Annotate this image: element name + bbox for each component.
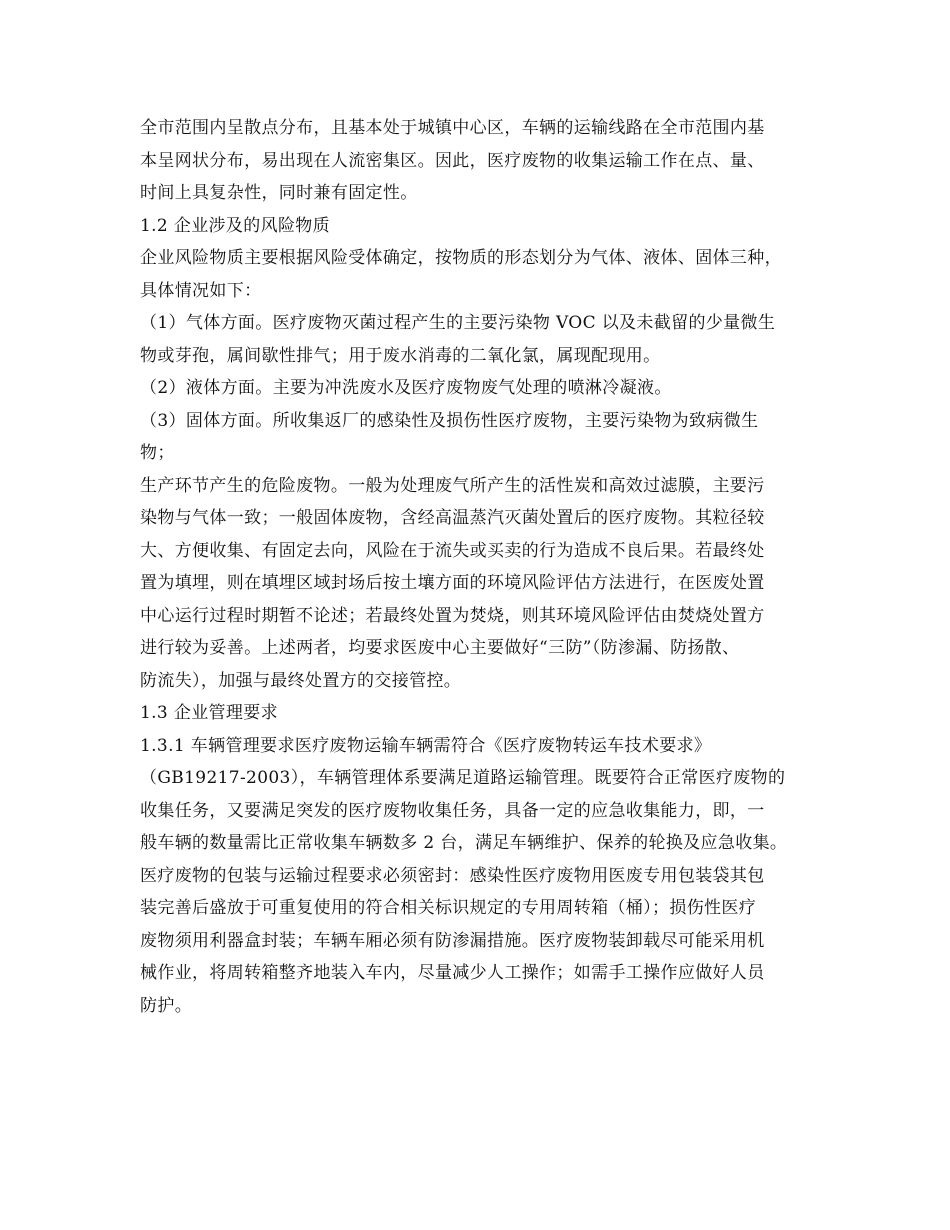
paragraph-line: 企业风险物质主要根据风险受体确定，按物质的形态划分为气体、液体、固体三种， [140, 248, 782, 268]
list-item-line: （3）固体方面。所收集返厂的感染性及损伤性医疗废物，主要污染物为致病微生 [140, 410, 759, 431]
subsection-line: 1.3.1 车辆管理要求医疗废物运输车辆需符合《医疗废物转运车技术要求》 [140, 735, 712, 756]
paragraph-line: 中心运行过程时期暂不论述；若最终处置为焚烧，则其环境风险评估由焚烧处置方 [140, 605, 765, 626]
section-heading: 1.2 企业涉及的风险物质 [140, 215, 330, 236]
paragraph-line: 械作业，将周转箱整齐地装入车内，尽量减少人工操作；如需手工操作应做好人员 [140, 963, 765, 983]
paragraph-line: 具体情况如下： [140, 280, 262, 301]
paragraph-line: 进行较为妥善。上述两者，均要求医废中心主要做好“三防”（防渗漏、防扬散、 [140, 638, 740, 658]
list-item-line: （2）液体方面。主要为冲洗废水及医疗废物废气处理的喷淋冷凝液。 [140, 378, 672, 398]
list-item-line: 物或芽孢，属间歇性排气；用于废水消毒的二氧化氯，属现配现用。 [140, 345, 661, 366]
paragraph-line: 染物与气体一致；一般固体废物，含经高温蒸汽灭菌处置后的医疗废物。其粒径较 [140, 508, 765, 528]
list-item-line: 物； [140, 443, 175, 463]
paragraph-line: 收集任务，又要满足突发的医疗废物收集任务，具备一定的应急收集能力，即，一 [140, 800, 765, 821]
paragraph-line: 时间上具复杂性，同时兼有固定性。 [140, 183, 418, 203]
document-body [140, 112, 820, 1022]
paragraph-line: 防护。 [140, 995, 193, 1016]
list-item-line: （1）气体方面。医疗废物灭菌过程产生的主要污染物 VOC 以及未截留的少量微生 [140, 313, 776, 333]
paragraph-line: （GB19217-2003），车辆管理体系要满足道路运输管理。既要符合正常医疗废物的 [140, 768, 786, 788]
paragraph-line: 生产环节产生的危险废物。一般为处理废气所产生的活性炭和高效过滤膜，主要污 [140, 475, 765, 496]
section-heading: 1.3 企业管理要求 [140, 703, 278, 723]
paragraph-line: 般车辆的数量需比正常收集车辆数多 2 台，满足车辆维护、保养的轮换及应急收集。 [140, 833, 788, 853]
paragraph-line: 大、方便收集、有固定去向，风险在于流失或买卖的行为造成不良后果。若最终处 [140, 540, 765, 561]
paragraph-line: 防流失），加强与最终处置方的交接管控。 [140, 670, 462, 691]
paragraph-line: 置为填埋，则在填埋区域封场后按土壤方面的环境风险评估方法进行，在医废处置 [140, 573, 765, 593]
paragraph-line: 全市范围内呈散点分布，且基本处于城镇中心区，车辆的运输线路在全市范围内基 [140, 118, 765, 138]
paragraph-line: 医疗废物的包装与运输过程要求必须密封：感染性医疗废物用医废专用包装袋其包 [140, 865, 765, 886]
paragraph-line: 废物须用利器盒封装；车辆车厢必须有防渗漏措施。医疗废物装卸载尽可能采用机 [140, 930, 765, 951]
paragraph-line: 装完善后盛放于可重复使用的符合相关标识规定的专用周转箱（桶）；损伤性医疗 [140, 898, 757, 918]
paragraph-line: 本呈网状分布，易出现在人流密集区。因此，医疗废物的收集运输工作在点、量、 [140, 150, 765, 171]
